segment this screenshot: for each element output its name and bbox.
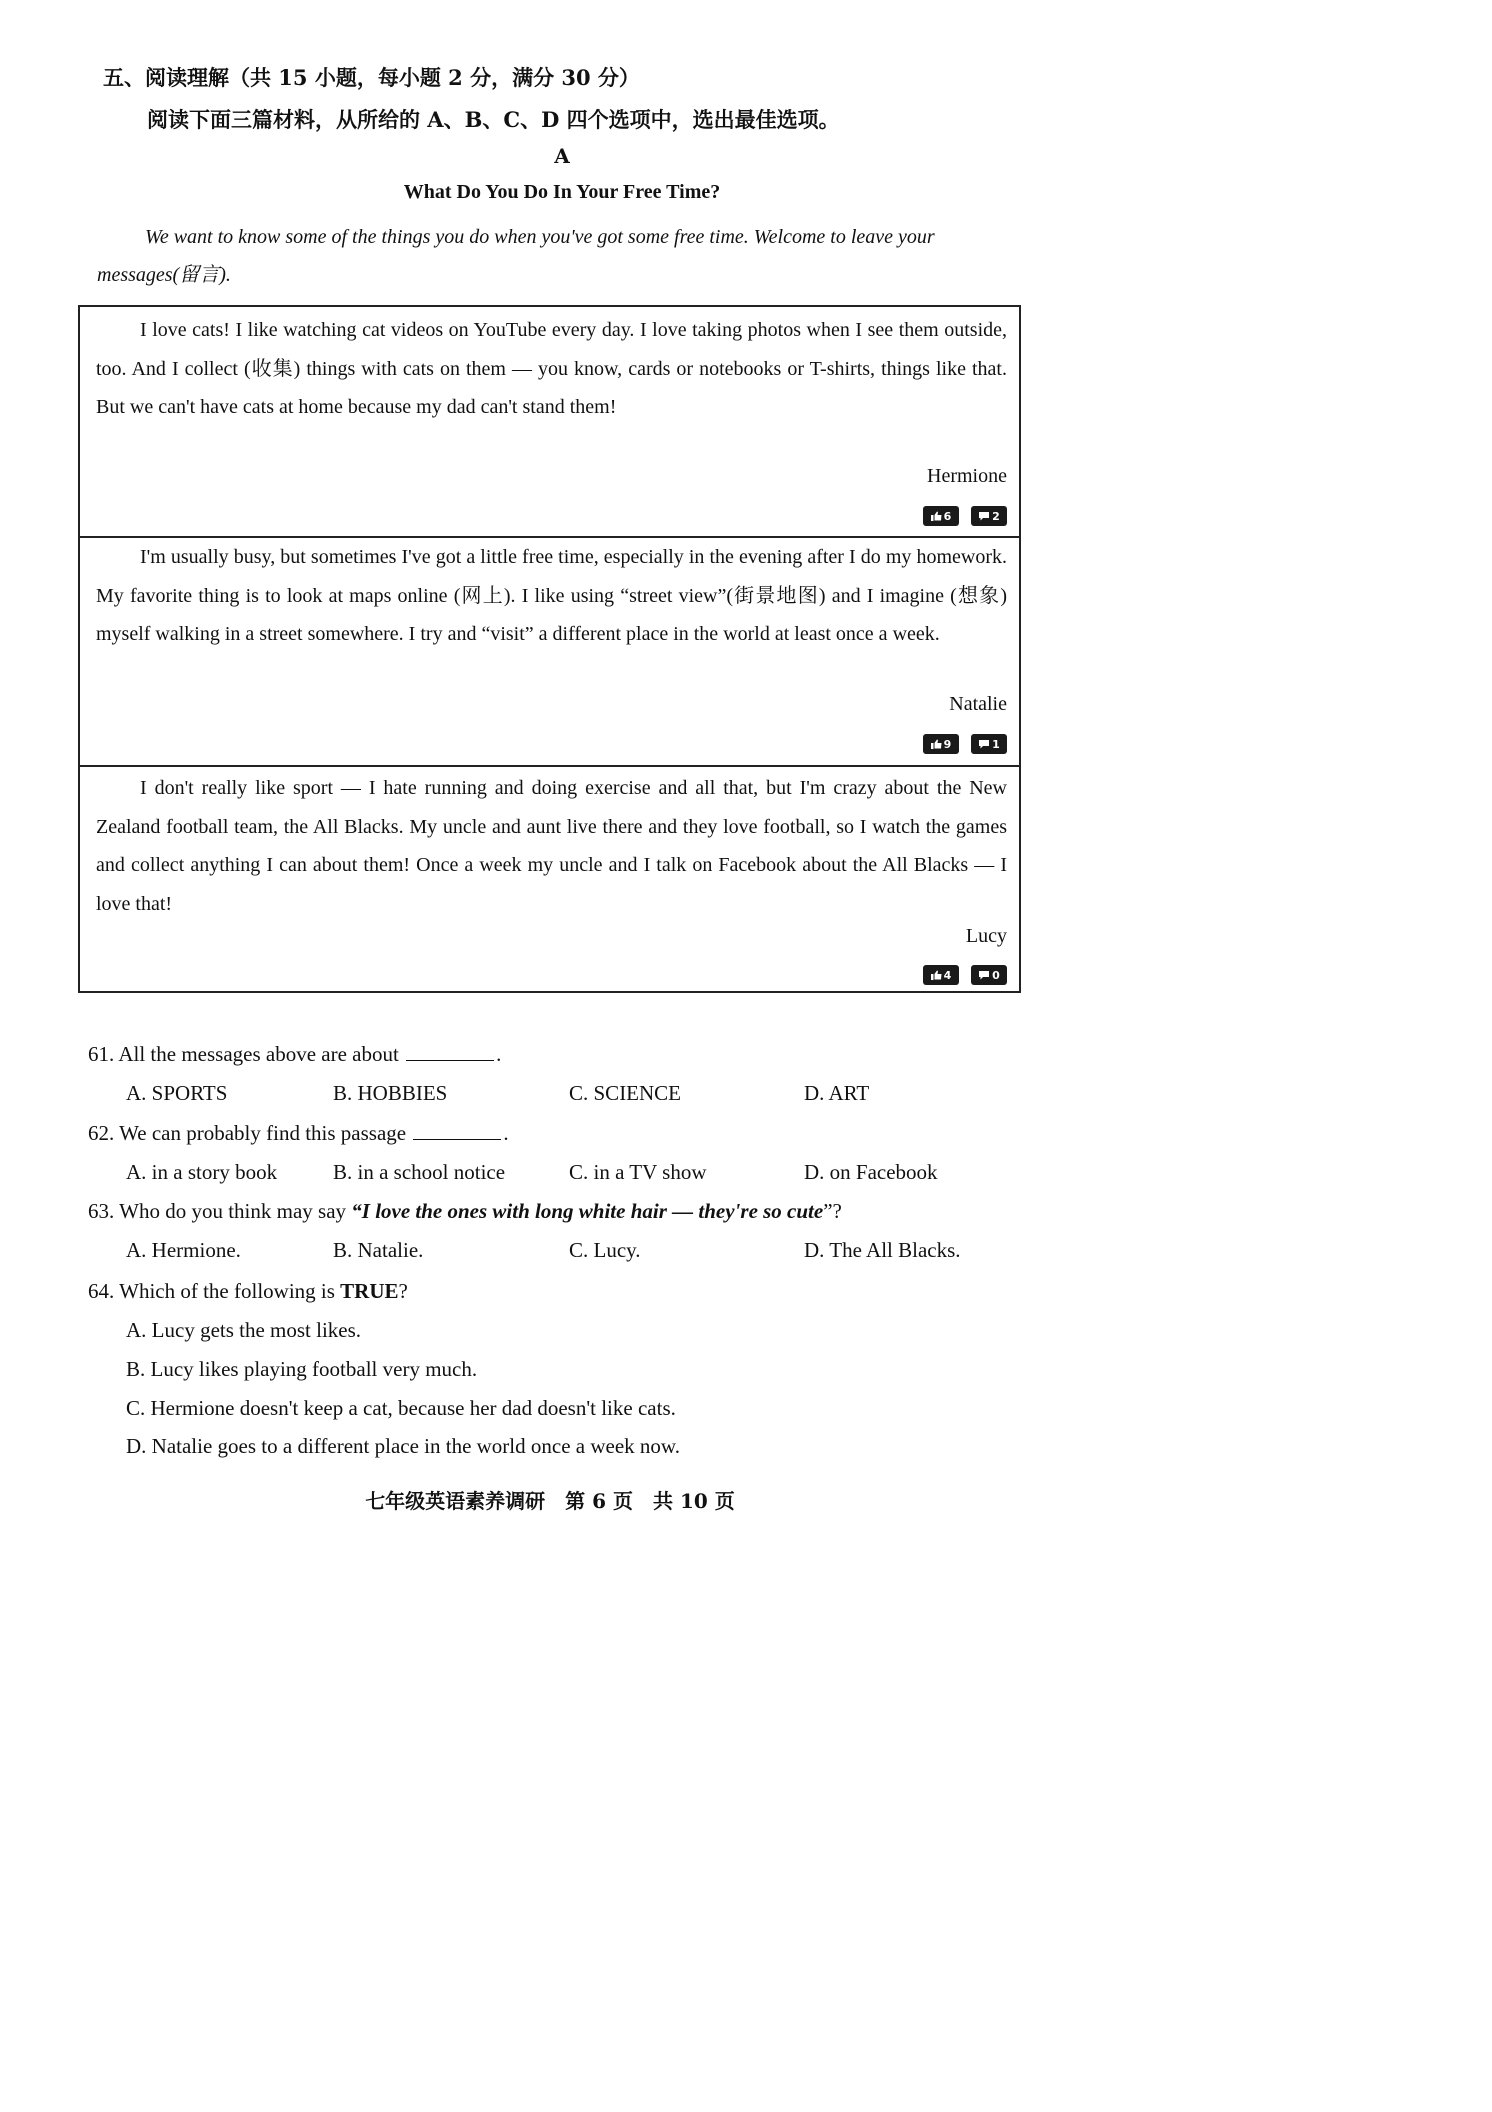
option-63-a[interactable]: A. Hermione.	[126, 1238, 241, 1262]
passage-title: What Do You Do In Your Free Time?	[403, 181, 721, 203]
question-end: .	[496, 1042, 502, 1066]
message-text-paragraph: I'm usually busy, but sometimes I've got a little free time, especially in the evening after I do my homework. My favorite thing is to look at maps online (网上). I like using “street view”(街景地图) and I imagine (想象) myself walking in a street somewhere. I try and “visit” a different place in the world at least once a week.	[96, 546, 1007, 645]
comment-count: 0	[992, 968, 1000, 982]
message-board	[78, 305, 1021, 993]
comment-count: 2	[992, 509, 1000, 523]
question-63	[88, 1199, 842, 1224]
question-quote: “I love the ones with long white hair — they're so cute	[351, 1199, 824, 1223]
message-reactions	[923, 734, 1007, 754]
like-button[interactable]	[923, 965, 959, 985]
message-author: Natalie	[949, 693, 1007, 715]
message-text-paragraph: I don't really like sport — I hate running and doing exercise and all that, but I'm crazy about the New Zealand football team, the All Blacks. My uncle and aunt live there and they love football, so I watch the games and collect anything I can about them! Once a week my uncle and I talk on Facebook about the All Blacks — I love that!	[96, 777, 1007, 915]
question-stem: 63. Who do you think may say	[88, 1199, 352, 1223]
option-64-c[interactable]: C. Hermione doesn't keep a cat, because her dad doesn't like cats.	[126, 1396, 676, 1420]
question-61	[88, 1042, 501, 1067]
message-text-paragraph: I love cats! I like watching cat videos on YouTube every day. I love taking photos when I see them outside, too. And I collect (收集) things with cats on them — you know, cards or notebooks or T-shirts, things like that. But we can't have cats at home because my dad can't stand them!	[96, 319, 1007, 418]
message-text	[96, 311, 1007, 427]
option-62-d[interactable]: D. on Facebook	[804, 1160, 938, 1184]
option-62-a[interactable]: A. in a story book	[126, 1160, 278, 1184]
like-count: 9	[943, 737, 952, 751]
message-reactions	[923, 965, 1007, 985]
comment-bubble-icon	[978, 970, 990, 980]
option-62-b[interactable]: B. in a school notice	[333, 1160, 506, 1184]
message-lucy	[80, 767, 1019, 991]
message-reactions	[923, 506, 1007, 526]
like-button[interactable]	[923, 734, 959, 754]
passage-intro-text: We want to know some of the things you do when you've got some free time. Welcome to leave your messages(留言).	[97, 226, 935, 286]
option-61-d[interactable]: D. ART	[804, 1081, 870, 1105]
question-stem: 61. All the messages above are about	[88, 1042, 399, 1066]
message-hermione	[80, 307, 1019, 538]
option-63-d[interactable]: D. The All Blacks.	[804, 1238, 961, 1262]
like-count: 4	[943, 968, 952, 982]
thumbs-up-icon	[931, 970, 942, 980]
passage-letter: A	[554, 144, 570, 168]
message-natalie	[80, 538, 1019, 767]
option-61-a[interactable]: A. SPORTS	[126, 1081, 228, 1105]
message-text	[96, 538, 1007, 654]
message-text	[96, 769, 1007, 923]
thumbs-up-icon	[931, 511, 942, 521]
option-64-a[interactable]: A. Lucy gets the most likes.	[126, 1318, 362, 1342]
question-end: ?	[398, 1279, 408, 1303]
question-64	[88, 1279, 408, 1304]
question-stem: 62. We can probably find this passage	[88, 1121, 407, 1145]
option-63-c[interactable]: C. Lucy.	[569, 1238, 641, 1262]
question-stem: 64. Which of the following is	[88, 1279, 341, 1303]
comment-bubble-icon	[978, 511, 990, 521]
comment-bubble-icon	[978, 739, 990, 749]
question-emphasis: TRUE	[340, 1279, 399, 1303]
question-end: .	[503, 1121, 509, 1145]
answer-blank[interactable]	[406, 1042, 494, 1061]
thumbs-up-icon	[931, 739, 942, 749]
like-button[interactable]	[923, 506, 959, 526]
like-count: 6	[943, 509, 952, 523]
option-61-b[interactable]: B. HOBBIES	[333, 1081, 448, 1105]
question-62	[88, 1121, 509, 1146]
section-instruction: 阅读下面三篇材料，从所给的 A、B、C、D 四个选项中，选出最佳选项。	[147, 107, 840, 132]
page-footer: 七年级英语素养调研 第 6 页 共 10 页	[365, 1489, 735, 1513]
message-author: Hermione	[927, 465, 1007, 487]
option-63-b[interactable]: B. Natalie.	[333, 1238, 424, 1262]
option-62-c[interactable]: C. in a TV show	[569, 1160, 707, 1184]
option-64-b[interactable]: B. Lucy likes playing football very much.	[126, 1357, 478, 1381]
comment-button[interactable]	[971, 734, 1007, 754]
message-author: Lucy	[965, 925, 1007, 947]
comment-button[interactable]	[971, 506, 1007, 526]
answer-blank[interactable]	[413, 1121, 501, 1140]
section-heading: 五、阅读理解（共 15 小题，每小题 2 分，满分 30 分）	[103, 65, 640, 90]
comment-button[interactable]	[971, 965, 1007, 985]
option-61-c[interactable]: C. SCIENCE	[569, 1081, 682, 1105]
option-64-d[interactable]: D. Natalie goes to a different place in the world once a week now.	[126, 1434, 680, 1458]
question-end: ”?	[823, 1199, 842, 1223]
comment-count: 1	[992, 737, 1000, 751]
passage-intro	[97, 218, 1015, 294]
